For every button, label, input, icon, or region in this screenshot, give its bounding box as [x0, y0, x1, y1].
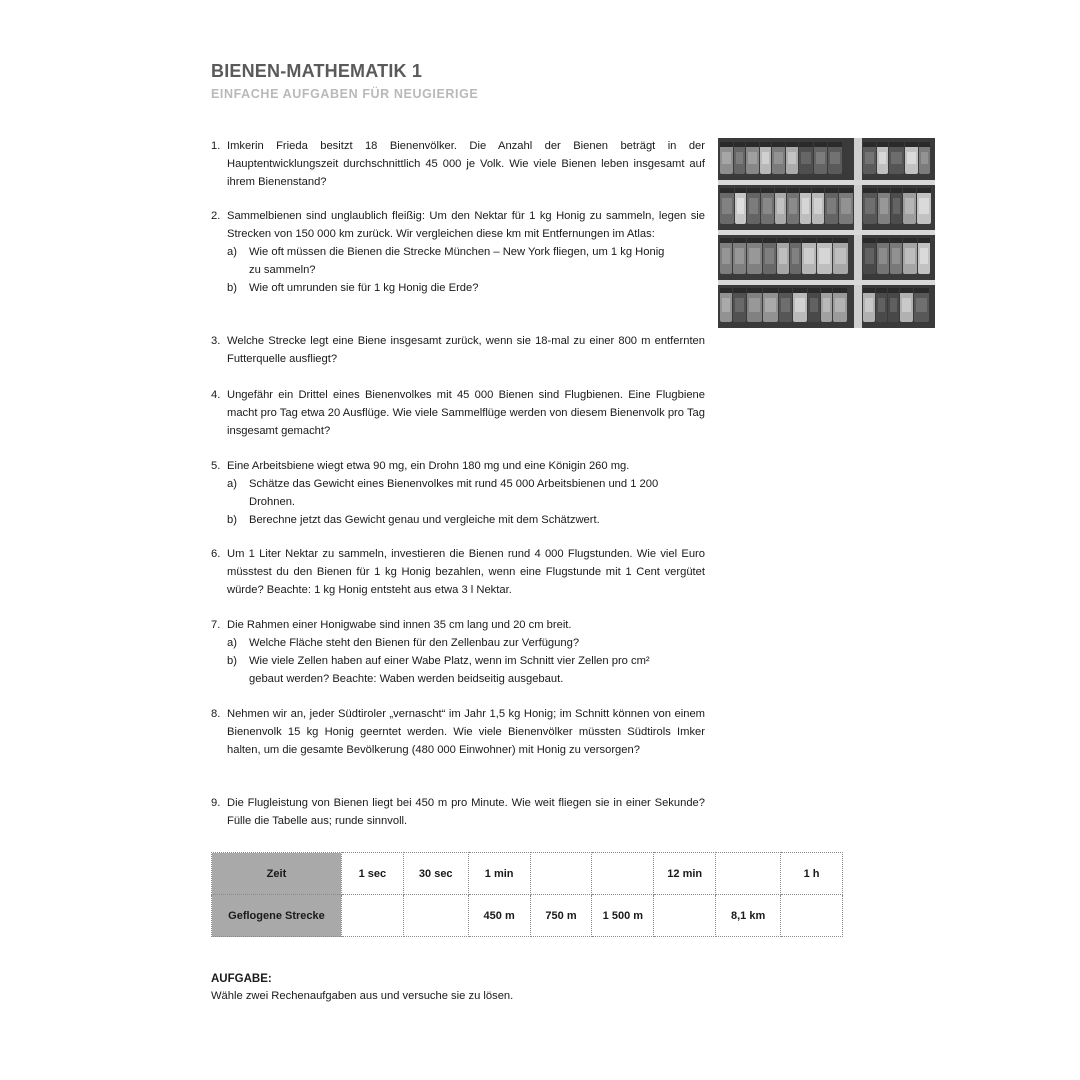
- honey-jars-image: [718, 138, 935, 328]
- task-4: [211, 386, 705, 440]
- honey-jars-photo: [718, 138, 935, 328]
- table-cell[interactable]: 30 sec: [403, 853, 468, 895]
- subtask-letter: b): [227, 655, 237, 667]
- task-9: [211, 794, 705, 830]
- table-cell[interactable]: 750 m: [530, 895, 592, 937]
- subtask-text: Wie oft umrunden sie für 1 kg Honig die Erde?: [249, 282, 479, 294]
- task-8: [211, 705, 705, 759]
- subtask-text: Welche Fläche steht den Bienen für den Zellenbau zur Verfügung?: [249, 637, 580, 649]
- task-text: Eine Arbeitsbiene wiegt etwa 90 mg, ein Drohn 180 mg und eine Königin 260 mg.: [227, 460, 630, 472]
- task-number: 5.: [211, 460, 221, 472]
- table-cell[interactable]: [592, 853, 654, 895]
- assignment-text: Wähle zwei Rechenaufgaben aus und versuche sie zu lösen.: [211, 990, 514, 1002]
- subtask-letter: a): [227, 246, 237, 258]
- row-header-time: Zeit: [212, 853, 342, 895]
- page-subtitle: EINFACHE AUFGABEN FÜR NEUGIERIGE: [211, 87, 479, 101]
- task-6: [211, 545, 705, 599]
- assignment-title: AUFGABE:: [211, 973, 272, 985]
- table-cell[interactable]: 8,1 km: [716, 895, 781, 937]
- task-number: 2.: [211, 210, 221, 222]
- table-cell[interactable]: [341, 895, 403, 937]
- task-2: [211, 207, 705, 297]
- task-text: Nehmen wir an, jeder Südtiroler „vernascht“ im Jahr 1,5 kg Honig; im Schnitt können von einem Bienenvolk 15 kg Honig geerntet werden. Wie viele Bienenvölker müssten Südtirols Imker halten, um die gesamte Bevölkerung (480 000 Einwohner) mit Honig zu versorgen?: [227, 708, 705, 756]
- task-3: [211, 332, 705, 368]
- table-cell[interactable]: [654, 895, 716, 937]
- task-text: Sammelbienen sind unglaublich fleißig: Um den Nektar für 1 kg Honig zu sammeln, legen sie Strecken von 150 000 km zurück. Wir vergleichen diese km mit Entfernungen im Atlas:: [227, 210, 705, 240]
- table-cell[interactable]: [716, 853, 781, 895]
- subtask-a: [227, 243, 705, 279]
- task-5: [211, 457, 705, 529]
- subtask-a: [227, 634, 705, 652]
- task-text: Welche Strecke legt eine Biene insgesamt zurück, wenn sie 18-mal zu einer 800 m entfernten Futterquelle ausfliegt?: [227, 335, 705, 365]
- task-text: Die Flugleistung von Bienen liegt bei 450 m pro Minute. Wie weit fliegen sie in einer Sekunde? Fülle die Tabelle aus; runde sinnvoll.: [227, 797, 705, 827]
- task-number: 1.: [211, 140, 221, 152]
- task-1: [211, 137, 705, 191]
- table-cell[interactable]: 1 500 m: [592, 895, 654, 937]
- subtask-letter: b): [227, 282, 237, 294]
- task-text: Die Rahmen einer Honigwabe sind innen 35 cm lang und 20 cm breit.: [227, 619, 572, 631]
- subtask-letter: b): [227, 514, 237, 526]
- task-number: 4.: [211, 389, 221, 401]
- task-7: [211, 616, 705, 688]
- subtask-b: [227, 511, 705, 529]
- table-cell[interactable]: 1 h: [781, 853, 843, 895]
- row-header-distance: Geflogene Strecke: [212, 895, 342, 937]
- table-cell[interactable]: 12 min: [654, 853, 716, 895]
- table-cell[interactable]: [403, 895, 468, 937]
- table-cell[interactable]: 1 min: [468, 853, 530, 895]
- table-cell[interactable]: [781, 895, 843, 937]
- table-cell[interactable]: [530, 853, 592, 895]
- subtask-a: [227, 475, 705, 511]
- task-text: Um 1 Liter Nektar zu sammeln, investieren die Bienen rund 4 000 Flugstunden. Wie viel Euro müsstest du den Bienen für 1 kg Honig bezahlen, wenn eine Flugstunde mit 1 Cent vergütet würde? Beachte: 1 kg Honig entsteht aus etwa 3 l Nektar.: [227, 548, 705, 596]
- subtask-text: Berechne jetzt das Gewicht genau und vergleiche mit dem Schätzwert.: [249, 514, 600, 526]
- table-cell[interactable]: 1 sec: [341, 853, 403, 895]
- task-number: 8.: [211, 708, 221, 720]
- flight-speed-table: [211, 852, 843, 937]
- subtask-b: [227, 279, 705, 297]
- table-cell[interactable]: 450 m: [468, 895, 530, 937]
- task-text: Imkerin Frieda besitzt 18 Bienenvölker. Die Anzahl der Bienen beträgt in der Hauptentwicklungszeit durchschnittlich 45 000 je Volk. Wie viele Bienen leben insgesamt auf ihrem Bienenstand?: [227, 140, 705, 188]
- table-row-time: [212, 853, 843, 895]
- subtask-text: Schätze das Gewicht eines Bienenvolkes mit rund 45 000 Arbeitsbienen und 1 200 Drohnen.: [249, 478, 659, 508]
- subtask-text: Wie viele Zellen haben auf einer Wabe Platz, wenn im Schnitt vier Zellen pro cm² gebaut werden? Beachte: Waben werden beidseitig ausgebaut.: [249, 655, 650, 685]
- table-row-distance: [212, 895, 843, 937]
- subtask-text: Wie oft müssen die Bienen die Strecke München – New York fliegen, um 1 kg Honig zu sammeln?: [249, 246, 665, 276]
- subtask-letter: a): [227, 478, 237, 490]
- subtask-letter: a): [227, 637, 237, 649]
- task-number: 9.: [211, 797, 221, 809]
- task-text: Ungefähr ein Drittel eines Bienenvolkes mit 45 000 Bienen sind Flugbienen. Eine Flugbiene macht pro Tag etwa 20 Ausflüge. Wie viele Sammelflüge werden von diesem Bienenvolk pro Tag insgesamt gemacht?: [227, 389, 705, 437]
- task-number: 6.: [211, 548, 221, 560]
- page-title: BIENEN-MATHEMATIK 1: [211, 61, 423, 81]
- subtask-b: [227, 652, 705, 688]
- task-number: 7.: [211, 619, 221, 631]
- task-number: 3.: [211, 335, 221, 347]
